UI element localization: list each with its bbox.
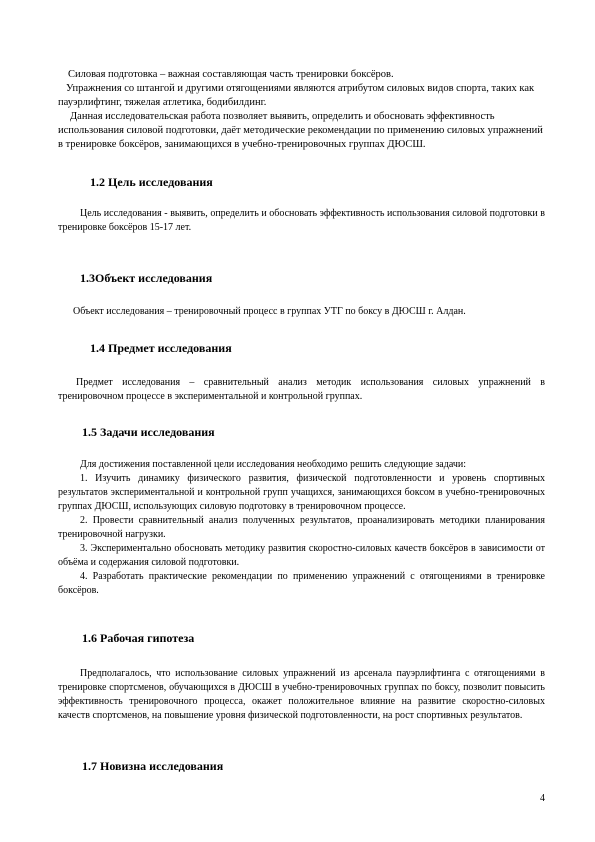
object-text: Объект исследования – тренировочный процесс в группах УТГ по боксу в ДЮСШ г. Алдан. <box>73 306 466 317</box>
object-heading: 1.3Объект исследования <box>80 271 213 285</box>
novelty-heading: 1.7 Новизна исследования <box>82 759 224 773</box>
intro-paragraph-3: Данная исследовательская работа позволяет выявить, определить и обосновать эффективность использования силовой подготовки, даёт методические рекомендации по применению силовых упражнений в тренировке боксёров, занимающихся в учебно-тренировочных группах ДЮСШ. <box>58 111 543 150</box>
page-number: 4 <box>540 793 545 804</box>
subject-text-block <box>58 376 545 404</box>
goal-text-block <box>58 207 545 235</box>
tasks-block <box>58 458 545 598</box>
goal-heading: 1.2 Цель исследования <box>90 175 213 189</box>
intro-paragraph-2: Упражнения со штангой и другими отягощениями являются атрибутом силовых видов спорта, таких как пауэрлифтинг, тяжелая атлетика, бодибилдинг. <box>58 83 535 108</box>
hypothesis-text: Предполагалось, что использование силовых упражнений из арсенала пауэрлифтинга с отягощениями в тренировке спортсменов, обучающихся в ДЮСШ в учебно-тренировочных группах по боксу, позволит повысить эффективность тренировочного процесса, окажет положительное влияние на развитие скоростно-силовых качеств спортсменов, на повышение уровня физической подготовленности, на рост спортивных результатов. <box>58 668 545 721</box>
subject-text: Предмет исследования – сравнительный анализ методик использования силовых упражнений в тренировочном процессе в экспериментальной и контрольной группах. <box>58 377 545 402</box>
tasks-heading: 1.5 Задачи исследования <box>82 425 215 439</box>
task-item: 1. Изучить динамику физического развития, физической подготовленности и уровень спортивных результатов экспериментальной и контрольной групп учащихся, занимающихся боксом в учебно-тренировочных группах ДЮСШ, использующих силовую подготовку в тренировочном процессе. <box>58 473 545 512</box>
intro-paragraph-1: Силовая подготовка – важная составляющая часть тренировки боксёров. <box>68 69 394 80</box>
hypothesis-heading: 1.6 Рабочая гипотеза <box>82 631 195 645</box>
hypothesis-text-block <box>58 667 545 723</box>
object-text-block <box>58 305 545 319</box>
intro-block <box>58 68 548 152</box>
tasks-intro: Для достижения поставленной цели исследования необходимо решить следующие задачи: <box>80 459 467 470</box>
subject-heading: 1.4 Предмет исследования <box>90 341 232 355</box>
goal-text: Цель исследования - выявить, определить и обосновать эффективность использования силовой подготовки в тренировке боксёров 15-17 лет. <box>58 208 545 233</box>
task-item: 2. Провести сравнительный анализ полученных результатов, проанализировать методики планирования тренировочной нагрузки. <box>58 515 545 540</box>
task-item: 4. Разработать практические рекомендации по применению упражнений с отягощениями в тренировке боксёров. <box>58 571 545 596</box>
task-item: 3. Экспериментально обосновать методику развития скоростно-силовых качеств боксёров в зависимости от объёма и содержания силовой подготовки. <box>58 543 545 568</box>
